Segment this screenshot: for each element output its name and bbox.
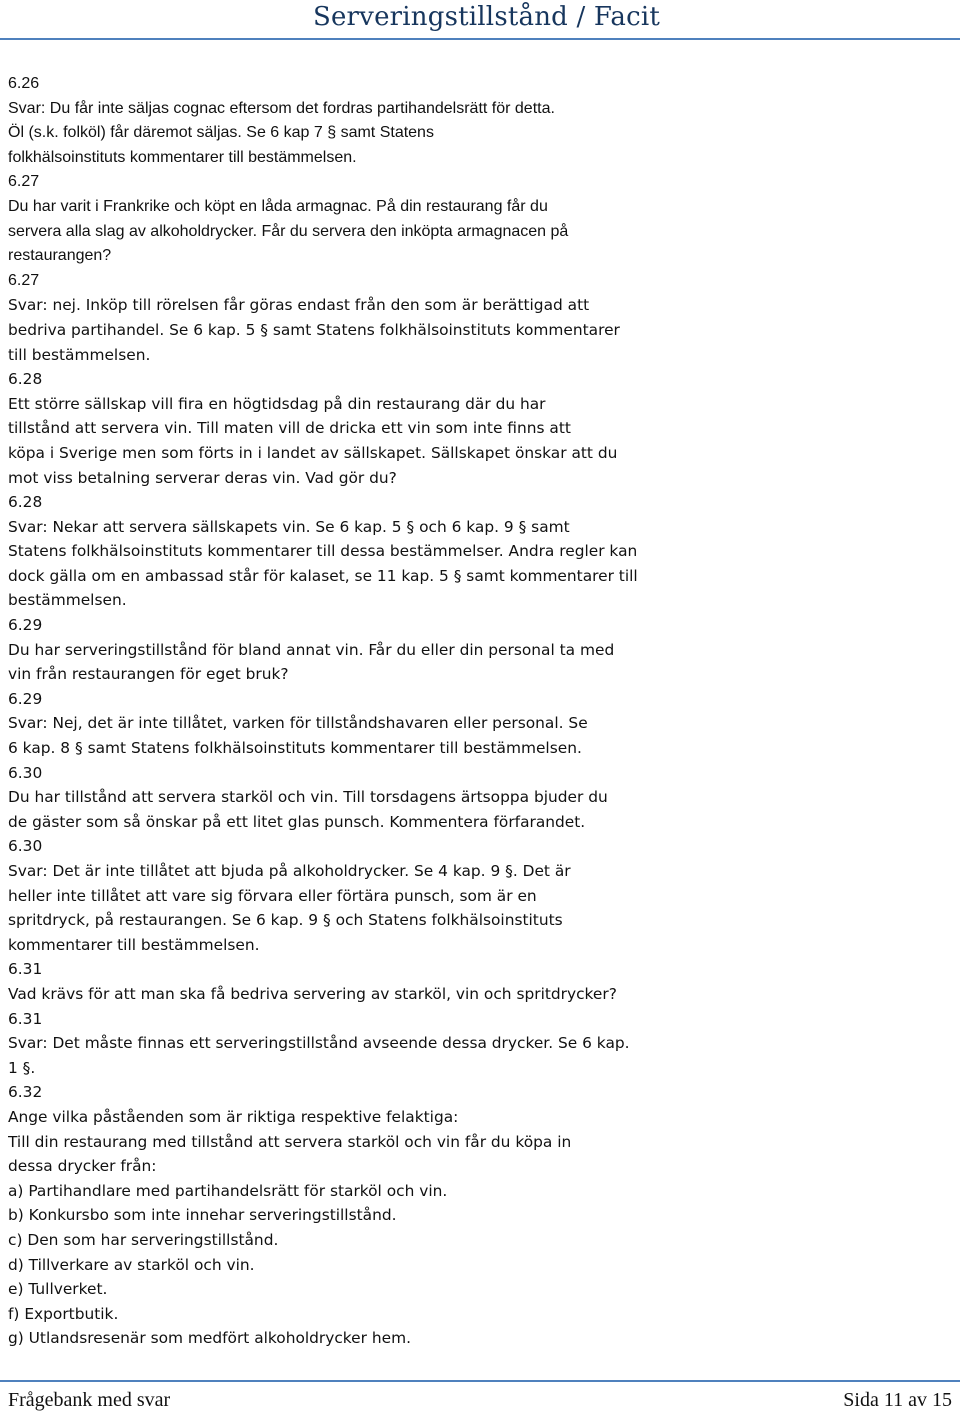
text-line: de gäster som så önskar på ett litet glas punsch. Kommentera förfarandet. xyxy=(8,812,586,831)
text-line: Svar: Nekar att servera sällskapets vin. Se 6 kap. 5 § och 6 kap. 9 § samt xyxy=(8,517,570,536)
text-line: 6.30 xyxy=(8,763,43,782)
text-line: g) Utlandsresenär som medfört alkoholdrycker hem. xyxy=(8,1329,411,1348)
footer-page-number: Sida 11 av 15 xyxy=(843,1389,952,1411)
text-line: dessa drycker från: xyxy=(8,1157,157,1176)
page-header-title: Serveringstillstånd / Facit xyxy=(312,2,660,32)
text-line: servera alla slag av alkoholdrycker. Får du servera den inköpta armagnacen på xyxy=(8,222,569,240)
text-line: dock gälla om en ambassad står för kalaset, se 11 kap. 5 § samt kommentarer till xyxy=(8,566,638,585)
text-line: mot viss betalning serverar deras vin. Vad gör du? xyxy=(8,468,397,487)
text-line: 6.31 xyxy=(8,1009,43,1028)
text-line: folkhälsoinstituts kommentarer till bestämmelsen. xyxy=(8,148,357,166)
text-line: 6.28 xyxy=(8,493,43,512)
text-line: f) Exportbutik. xyxy=(8,1304,119,1323)
text-line: köpa i Sverige men som förts in i landet av sällskapet. Sällskapet önskar att du xyxy=(8,443,618,462)
text-line: 6.27 xyxy=(8,173,40,191)
text-line: kommentarer till bestämmelsen. xyxy=(8,935,260,954)
text-line: till bestämmelsen. xyxy=(8,345,151,364)
text-line: c) Den som har serveringstillstånd. xyxy=(8,1230,279,1249)
document-body xyxy=(8,72,948,1351)
text-line: Du har serveringstillstånd för bland annat vin. Får du eller din personal ta med xyxy=(8,640,615,659)
text-line: vin från restaurangen för eget bruk? xyxy=(8,665,289,684)
text-line: 6.28 xyxy=(8,370,43,389)
text-line: 6.29 xyxy=(8,689,43,708)
text-line: Öl (s.k. folköl) får däremot säljas. Se 6 kap 7 § samt Statens xyxy=(8,124,434,142)
text-line: bestämmelsen. xyxy=(8,591,127,610)
text-line: 6.31 xyxy=(8,960,43,979)
text-line: Till din restaurang med tillstånd att servera starköl och vin får du köpa in xyxy=(8,1132,572,1151)
text-line: tillstånd att servera vin. Till maten vill de dricka ett vin som inte finns att xyxy=(8,419,571,438)
text-line: a) Partihandlare med partihandelsrätt för starköl och vin. xyxy=(8,1181,448,1200)
text-line: Ett större sällskap vill fira en högtidsdag på din restaurang där du har xyxy=(8,394,546,413)
text-line: 6.30 xyxy=(8,837,43,856)
text-line: 6 kap. 8 § samt Statens folkhälsoinstituts kommentarer till bestämmelsen. xyxy=(8,739,582,758)
text-line: Svar: Det måste finnas ett serveringstillstånd avseende dessa drycker. Se 6 kap. xyxy=(8,1034,630,1053)
text-line: Svar: Det är inte tillåtet att bjuda på alkoholdrycker. Se 4 kap. 9 §. Det är xyxy=(8,862,571,880)
text-line: Du har varit i Frankrike och köpt en låda armagnac. På din restaurang får du xyxy=(8,197,548,215)
text-line: heller inte tillåtet att vare sig förvara eller förtära punsch, som är en xyxy=(8,886,537,905)
text-line: 6.32 xyxy=(8,1083,43,1102)
text-line: 6.29 xyxy=(8,616,43,635)
text-line: Statens folkhälsoinstituts kommentarer till dessa bestämmelser. Andra regler kan xyxy=(8,542,638,561)
text-line: d) Tillverkare av starköl och vin. xyxy=(8,1255,255,1274)
text-line: restaurangen? xyxy=(8,247,112,265)
text-line: 1 §. xyxy=(8,1058,36,1077)
text-line: 6.27 xyxy=(8,271,40,289)
footer-document-title: Frågebank med svar xyxy=(8,1389,171,1411)
text-line: Vad krävs för att man ska få bedriva servering av starköl, vin och spritdrycker? xyxy=(8,984,617,1003)
footer-divider xyxy=(0,1380,960,1382)
text-line: Svar: nej. Inköp till rörelsen får göras endast från den som är berättigad att xyxy=(8,296,590,315)
text-line: Svar: Nej, det är inte tillåtet, varken för tillståndshavaren eller personal. Se xyxy=(8,714,588,733)
text-line: Du har tillstånd att servera starköl och vin. Till torsdagens ärtsoppa bjuder du xyxy=(8,788,608,807)
text-line: bedriva partihandel. Se 6 kap. 5 § samt Statens folkhälsoinstituts kommentarer xyxy=(8,320,620,339)
text-line: Ange vilka påståenden som är riktiga respektive felaktiga: xyxy=(8,1107,459,1126)
text-line: Svar: Du får inte säljas cognac eftersom det fordras partihandelsrätt för detta. xyxy=(8,99,555,117)
text-line: 6.26 xyxy=(8,75,40,92)
text-line: e) Tullverket. xyxy=(8,1280,108,1299)
text-line: spritdryck, på restaurangen. Se 6 kap. 9 § och Statens folkhälsoinstituts xyxy=(8,911,563,930)
header-divider xyxy=(0,38,960,40)
text-line: b) Konkursbo som inte innehar serveringstillstånd. xyxy=(8,1206,397,1225)
